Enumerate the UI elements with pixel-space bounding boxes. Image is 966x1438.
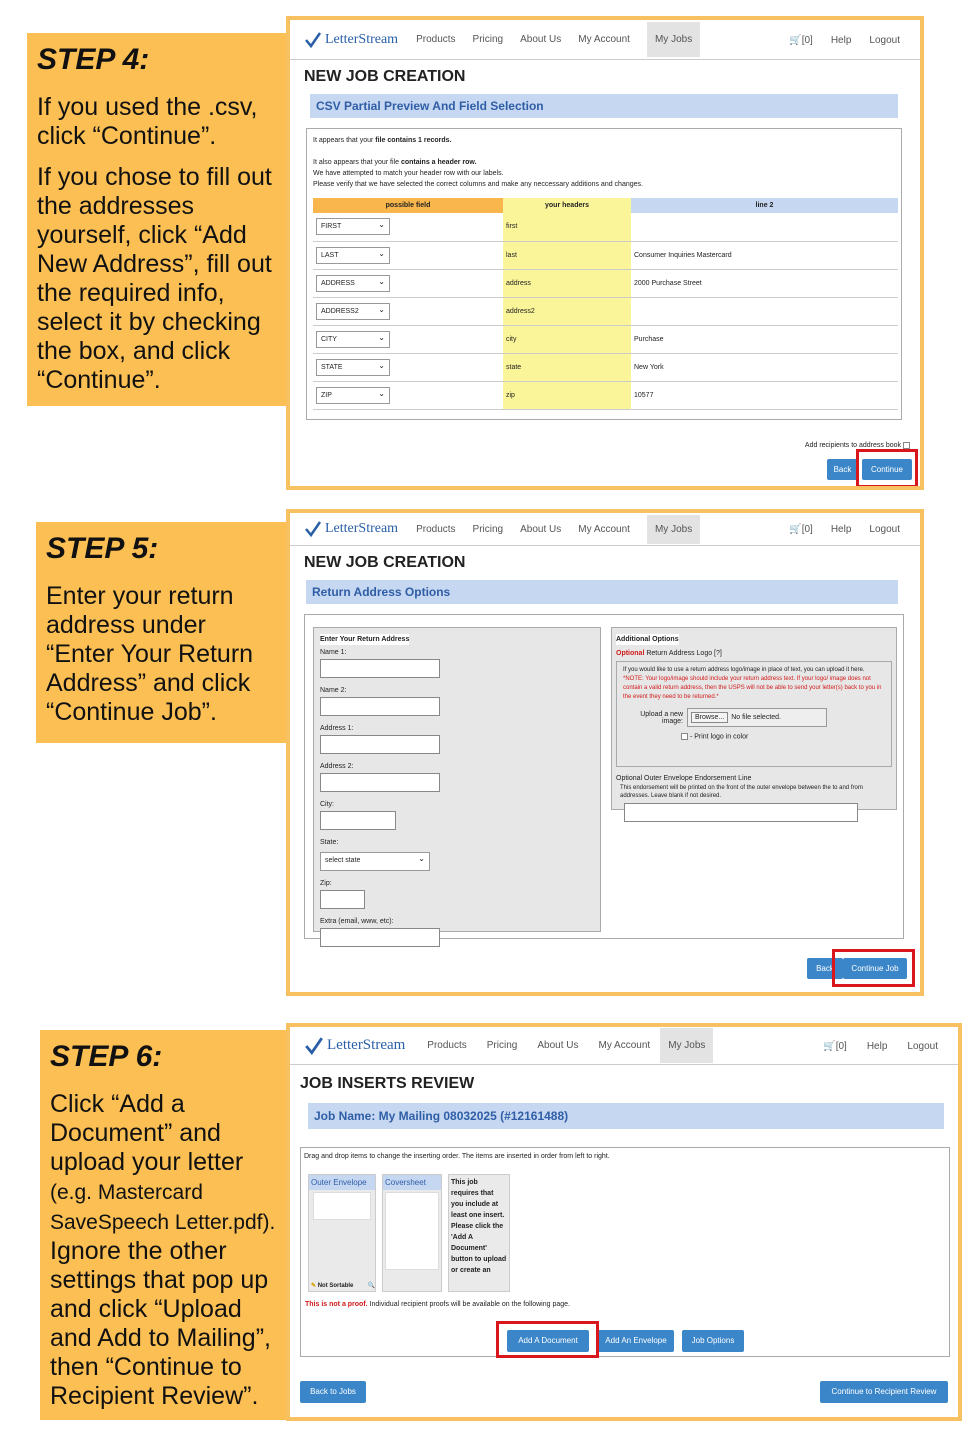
cart-icon: 🛒: [789, 34, 802, 46]
step6-title: STEP 6:: [50, 1040, 163, 1073]
logo-check-icon: [304, 1036, 324, 1056]
cart-icon: 🛒: [823, 1040, 836, 1052]
additional-options-fieldset: [611, 627, 897, 810]
return-panel: [304, 614, 904, 939]
browse-button[interactable]: Browse...: [691, 712, 728, 723]
field-table: [313, 198, 898, 410]
field-select[interactable]: FIRST ⌄: [316, 218, 390, 235]
nav-logout[interactable]: Logout: [869, 524, 900, 535]
coversheet-slot[interactable]: Coversheet: [382, 1174, 442, 1292]
col-possible-field: possible field: [313, 198, 503, 213]
step4-title: STEP 4:: [37, 43, 150, 76]
letterstream-logo[interactable]: LetterStream: [304, 31, 398, 49]
city-input[interactable]: [320, 811, 396, 830]
pencil-icon: ✎: [311, 1283, 317, 1289]
table-row: ZIP ⌄ zip 10577: [313, 381, 898, 409]
insert-required-notice: This job requires that you include at least one insert. Please click the 'Add A Document' button to upload or create an: [448, 1174, 510, 1292]
address2-input[interactable]: [320, 773, 440, 792]
zip-input[interactable]: [320, 890, 365, 909]
col-your-headers: your headers: [503, 198, 631, 213]
field-select[interactable]: LAST ⌄: [316, 247, 390, 264]
step4-instructions: [27, 33, 287, 406]
print-color-option[interactable]: - Print logo in color: [681, 733, 885, 740]
nav-logout[interactable]: Logout: [907, 1040, 938, 1052]
field-select[interactable]: STATE ⌄: [316, 359, 390, 376]
legend: Enter Your Return Address: [320, 636, 410, 643]
continue-button[interactable]: Continue: [862, 459, 912, 480]
name2-input[interactable]: [320, 697, 440, 716]
continue-recipient-review-button[interactable]: Continue to Recipient Review: [820, 1381, 948, 1403]
cart-link[interactable]: 🛒[0]: [789, 524, 813, 535]
legend: Additional Options: [616, 636, 679, 643]
step4-text-2: If you chose to fill out the addresses yourself, click “Add New Address”, fill out the required info, select it by checking the box, and click “Continue”.: [37, 163, 272, 394]
job-options-button[interactable]: Job Options: [682, 1330, 744, 1352]
checkbox: [681, 733, 688, 740]
cart-link[interactable]: 🛒[0]: [789, 34, 813, 46]
step5-title: STEP 5:: [46, 532, 159, 565]
table-row: ADDRESS2 ⌄ address2: [313, 297, 898, 325]
nav-account[interactable]: My Account: [578, 523, 630, 535]
top-nav: [290, 1027, 958, 1065]
nav-logout[interactable]: Logout: [869, 34, 900, 46]
address1-input[interactable]: [320, 735, 440, 754]
logo-check-icon: [304, 31, 322, 49]
nav-about[interactable]: About Us: [520, 523, 562, 535]
letterstream-logo[interactable]: LetterStream: [304, 1036, 405, 1056]
csv-note-1: It appears that your file contains 1 records.: [313, 137, 452, 144]
back-button[interactable]: Back: [827, 459, 858, 480]
file-input[interactable]: Browse... No file selected.: [687, 708, 827, 727]
inserts-panel: [300, 1147, 950, 1357]
nav-about[interactable]: About Us: [537, 1040, 579, 1051]
endorsement-input[interactable]: [624, 803, 858, 822]
nav-pricing[interactable]: Pricing: [472, 34, 504, 45]
step6-text-1: Click “Add a Document” and upload your letter (e.g. Mastercard SaveSpeech Letter.pdf).: [50, 1090, 276, 1234]
step5-text: Enter your return address under “Enter Your Return Address” and click “Continue Job”.: [46, 582, 254, 726]
nav-help[interactable]: Help: [830, 34, 852, 46]
page-title: NEW JOB CREATION: [304, 68, 466, 85]
highlight-box: [832, 949, 915, 987]
logo-check-icon: [304, 520, 322, 538]
table-row: CITY ⌄ city Purchase: [313, 325, 898, 353]
outer-envelope-slot[interactable]: Outer Envelope ✎ Not Sortable 🔍: [308, 1174, 376, 1292]
step6-instructions: [40, 1030, 287, 1420]
job-name-band: Job Name: My Mailing 08032025 (#12161488): [308, 1103, 944, 1129]
field-select[interactable]: ADDRESS ⌄: [316, 275, 390, 292]
proof-notice: This is not a proof. Individual recipient proofs will be available on the following page.: [305, 1301, 570, 1308]
table-row: STATE ⌄ state New York: [313, 353, 898, 381]
step4-text-1: If you used the .csv, click “Continue”.: [37, 93, 258, 150]
logo-option-label: Optional Return Address Logo [?]: [616, 650, 722, 657]
table-row: FIRST ⌄ first: [313, 213, 898, 241]
csv-panel: [306, 128, 902, 420]
highlight-box: [496, 1321, 599, 1358]
highlight-box: [856, 449, 918, 488]
nav-products[interactable]: Products: [416, 34, 456, 45]
step5-instructions: [36, 522, 287, 743]
nav-pricing[interactable]: Pricing: [486, 1040, 518, 1051]
step6-screenshot: [286, 1023, 962, 1421]
nav-myjobs[interactable]: My Jobs: [647, 22, 700, 57]
search-icon[interactable]: 🔍: [367, 1283, 375, 1289]
table-row: ADDRESS ⌄ address 2000 Purchase Street: [313, 269, 898, 297]
add-recipients-option[interactable]: Add recipients to address book: [805, 440, 910, 451]
coversheet-thumbnail: [385, 1192, 439, 1270]
nav-account[interactable]: My Account: [598, 1040, 651, 1051]
page-title: NEW JOB CREATION: [304, 554, 466, 571]
nav-myjobs[interactable]: My Jobs: [647, 515, 700, 544]
logo-box: If you would like to use a return address logo/image in place of text, you can upload it here. *NOTE: Your logo/image should include your return address text. If your logo/ image does not contain a valid return address, then the USPS will not be able to send your letter(s) back to you in the event they need to be returned.* Upload a new image: Browse... No file selected. - Print logo in color: [616, 661, 892, 767]
field-select[interactable]: CITY ⌄: [316, 331, 390, 348]
drag-instructions: Drag and drop items to change the inserting order. The items are inserted in order from left to right.: [304, 1153, 610, 1160]
nav-help[interactable]: Help: [830, 524, 852, 535]
top-nav: [290, 20, 920, 60]
state-select[interactable]: select state ⌄: [320, 852, 430, 871]
section-band: Return Address Options: [306, 580, 898, 604]
table-row: LAST ⌄ last Consumer Inquiries Mastercard: [313, 241, 898, 269]
checkbox[interactable]: [903, 442, 910, 449]
page-title: JOB INSERTS REVIEW: [300, 1075, 475, 1092]
name1-input[interactable]: [320, 659, 440, 678]
cart-icon: 🛒: [789, 524, 802, 535]
add-document-button[interactable]: Add A Document: [507, 1330, 589, 1352]
letterstream-logo[interactable]: LetterStream: [304, 520, 398, 538]
step6-text-2: Ignore the other settings that pop up and click “Upload and Add to Mailing”, then “Continue to Recipient Review”.: [50, 1237, 271, 1410]
csv-note-3: We have attempted to match your header row with our labels.: [313, 170, 504, 177]
nav-products[interactable]: Products: [416, 523, 456, 535]
nav-pricing[interactable]: Pricing: [472, 523, 504, 535]
cart-link[interactable]: 🛒[0]: [823, 1040, 847, 1052]
csv-note-2: It also appears that your file contains a header row.: [313, 159, 477, 166]
field-select[interactable]: ADDRESS2 ⌄: [316, 303, 390, 320]
nav-about[interactable]: About Us: [520, 34, 562, 45]
return-address-fieldset: Enter Your Return Address Name 1: Name 2: Address 1: Address 2: City: State: select state ⌄ Zip: Extra (email, www, etc):: [313, 627, 601, 932]
endorse-label: Optional Outer Envelope Endorsement Line: [616, 775, 752, 782]
back-button[interactable]: Back: [807, 958, 843, 979]
add-envelope-button[interactable]: Add An Envelope: [598, 1330, 674, 1352]
continue-job-button[interactable]: Continue Job: [843, 958, 907, 979]
top-nav: [290, 513, 920, 546]
back-to-jobs-button[interactable]: Back to Jobs: [300, 1381, 366, 1403]
nav-products[interactable]: Products: [427, 1040, 467, 1051]
nav-help[interactable]: Help: [866, 1040, 888, 1052]
csv-note-4: Please verify that we have selected the correct columns and make any neccessary additions and changes.: [313, 181, 643, 188]
field-select[interactable]: ZIP ⌄: [316, 387, 390, 404]
extra-input[interactable]: [320, 928, 440, 947]
envelope-thumbnail: [313, 1192, 371, 1220]
nav-account[interactable]: My Account: [578, 34, 630, 45]
endorse-help: This endorsement will be printed on the front of the outer envelope between the to and from addresses. Leave blank if not desired.: [620, 785, 863, 799]
section-band: CSV Partial Preview And Field Selection: [310, 94, 898, 118]
nav-myjobs[interactable]: My Jobs: [660, 1028, 713, 1063]
col-line2: line 2: [631, 198, 898, 213]
step5-screenshot: [286, 509, 924, 996]
step4-screenshot: [286, 16, 924, 490]
